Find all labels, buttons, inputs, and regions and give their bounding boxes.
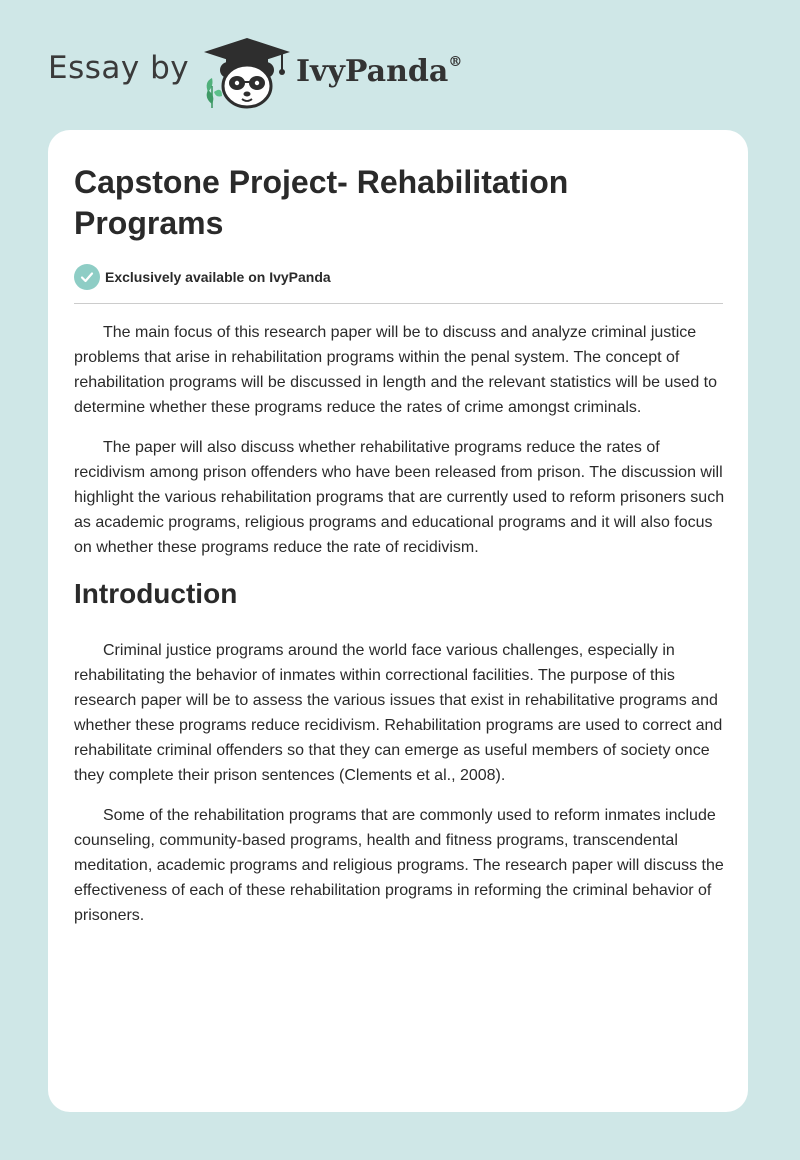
exclusive-badge — [74, 264, 331, 290]
section-heading: Introduction — [74, 578, 238, 609]
site-header — [0, 0, 800, 130]
brand-name: IvyPanda® — [296, 54, 463, 89]
essay-by-label: Essay by — [48, 50, 190, 86]
essay-body — [74, 320, 726, 943]
essay-card — [48, 130, 748, 1112]
paragraph: Some of the rehabilitation programs that are commonly used to reform inmates include counseling, community-based programs, health and fitness programs, transcendental meditation, academic programs and religious programs. The research paper will discuss the effectiveness of each of these rehabilitation programs in reforming the criminal behavior of prisoners. — [74, 807, 724, 924]
check-icon — [74, 264, 100, 290]
divider — [74, 303, 723, 304]
paragraph: The main focus of this research paper will be to discuss and analyze criminal justice problems that arise in rehabilitation programs within the penal system. The concept of rehabilitation programs will be discussed in length and the relevant statistics will be used to determine whether these programs reduce the rates of crime amongst criminals. — [74, 324, 718, 416]
exclusive-label: Exclusively available on IvyPanda — [105, 269, 331, 285]
panda-logo-icon — [200, 36, 294, 110]
page-title: Capstone Project- Rehabilitation Programs — [74, 164, 569, 241]
paragraph: Criminal justice programs around the world face various challenges, especially in rehabilitating the behavior of inmates within correctional facilities. The purpose of this research paper will be to assess the various issues that exist in rehabilitative programs and whether these programs reduce recidivism. Rehabilitation programs are used to correct and rehabilitate criminal offenders so that they can emerge as useful members of society once they complete their prison sentences (Clements et al., 2008). — [74, 642, 723, 784]
paragraph: The paper will also discuss whether rehabilitative programs reduce the rates of recidivism among prison offenders who have been released from prison. The discussion will highlight the various rehabilitation programs that are currently used to reform prisoners such as academic programs, religious programs and educational programs and it will also focus on whether these programs reduce the rate of recidivism. — [74, 439, 725, 556]
